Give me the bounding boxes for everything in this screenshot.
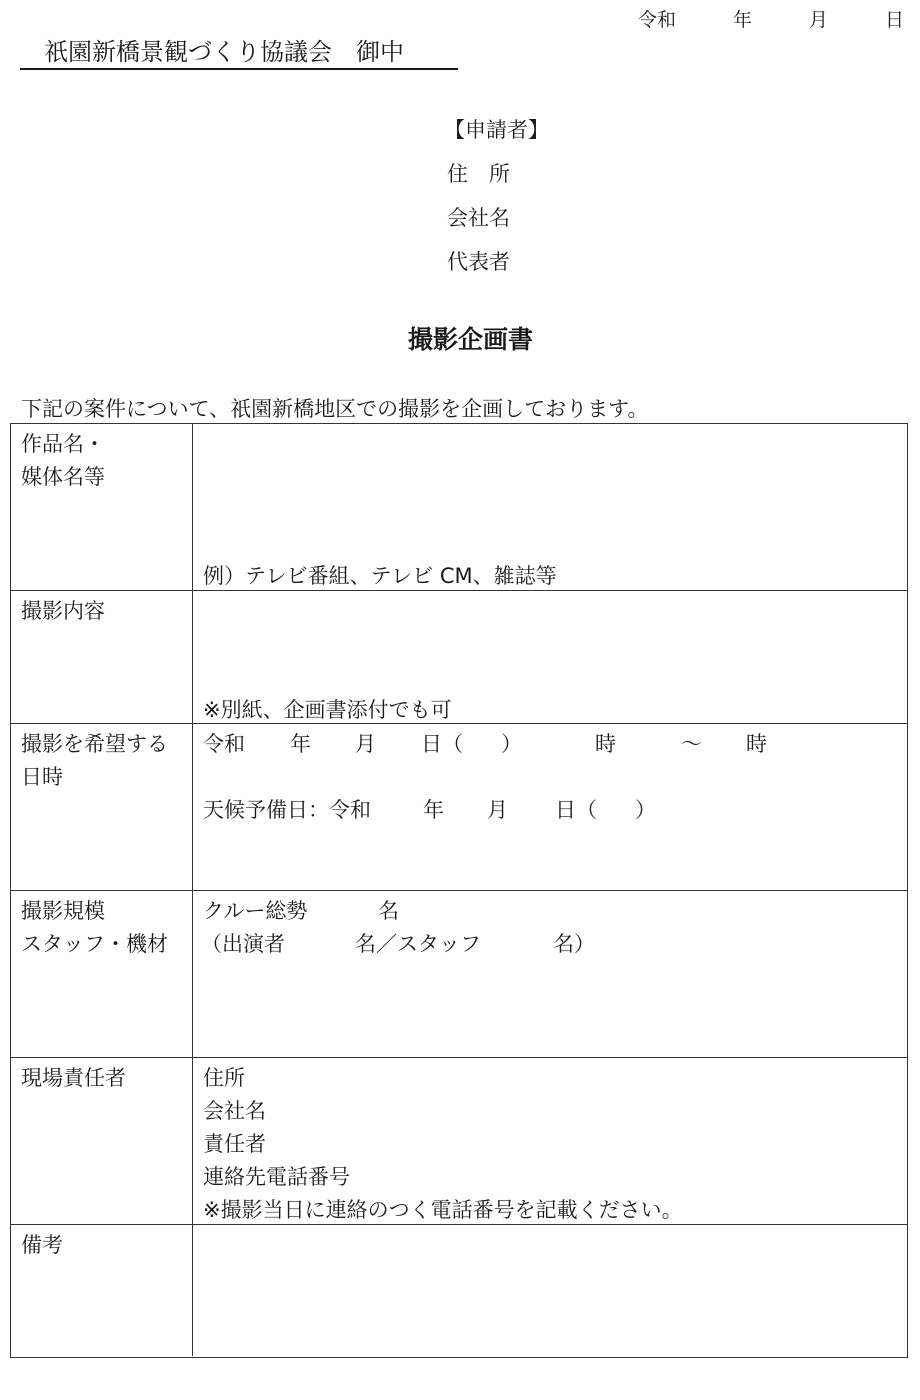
datetime-weekday-close: ） (501, 732, 522, 756)
row-datetime (11, 724, 907, 891)
crew-total-label: クルー総勢 (203, 899, 308, 923)
datetime-label-line1: 撮影を希望する (21, 732, 168, 756)
datetime-end-hour-label: 時 (746, 732, 767, 756)
date-day-label: 日 (885, 9, 905, 31)
work-name-example: 例）テレビ番組、テレビ CM、雑誌等 (203, 564, 557, 588)
remarks-label: 備考 (21, 1233, 63, 1257)
datetime-era: 令和 (203, 732, 245, 756)
row-work-name (11, 424, 907, 591)
backup-date-prefix: 天候予備日：令和 (203, 798, 371, 822)
crew-breakdown-cast: （出演者 (201, 932, 285, 956)
date-year-label: 年 (733, 9, 753, 31)
datetime-year-label: 年 (290, 732, 311, 756)
backup-date-weekday-close: ） (635, 798, 656, 822)
applicant-heading: 【申請者】 (444, 118, 549, 142)
datetime-day-label: 日（ (421, 732, 463, 756)
content-label: 撮影内容 (21, 599, 105, 623)
label-cell-remarks (11, 1225, 193, 1356)
work-name-input-area[interactable] (193, 424, 907, 590)
crew-breakdown-close: 名） (553, 932, 595, 956)
label-cell-work-name (11, 424, 193, 590)
site-manager-input-area[interactable] (193, 1058, 907, 1224)
remarks-input-area[interactable] (193, 1225, 907, 1356)
intro-text: 下記の案件について、祇園新橋地区での撮影を企画しております。 (21, 397, 649, 421)
datetime-input-area[interactable] (193, 724, 907, 890)
label-cell-content (11, 591, 193, 723)
label-cell-site-manager (11, 1058, 193, 1224)
backup-date-day-label: 日（ (555, 798, 597, 822)
proposal-form-table (10, 423, 908, 1358)
document-title: 撮影企画書 (408, 325, 534, 354)
row-site-manager (11, 1058, 907, 1225)
datetime-range-tilde: ～ (681, 732, 702, 756)
date-month-label: 月 (809, 9, 829, 31)
scale-label-line1: 撮影規模 (21, 899, 105, 923)
datetime-month-label: 月 (355, 732, 376, 756)
applicant-company-label: 会社名 (447, 206, 510, 230)
row-scale (11, 891, 907, 1058)
work-name-label-line1: 作品名・ (21, 432, 105, 456)
scale-input-area[interactable] (193, 891, 907, 1057)
content-input-area[interactable] (193, 591, 907, 723)
row-content (11, 591, 907, 724)
crew-breakdown-staff: 名／スタッフ (355, 932, 481, 956)
label-cell-scale (11, 891, 193, 1057)
scale-label-line2: スタッフ・機材 (21, 932, 168, 956)
applicant-representative-label: 代表者 (447, 250, 510, 274)
applicant-address-label: 住 所 (447, 162, 510, 186)
site-manager-label: 現場責任者 (21, 1066, 126, 1090)
datetime-label-line2: 日時 (21, 765, 63, 789)
addressee: 祇園新橋景観づくり協議会 御中 (44, 38, 404, 66)
manager-address-label: 住所 (203, 1066, 245, 1090)
label-cell-datetime (11, 724, 193, 890)
manager-phone-label: 連絡先電話番号 (203, 1165, 350, 1189)
datetime-start-hour-label: 時 (595, 732, 616, 756)
backup-date-month-label: 月 (487, 798, 508, 822)
addressee-underline (20, 68, 458, 70)
date-era: 令和 (638, 9, 677, 31)
manager-company-label: 会社名 (203, 1099, 266, 1123)
backup-date-year-label: 年 (423, 798, 444, 822)
manager-person-label: 責任者 (203, 1132, 266, 1156)
row-remarks (11, 1225, 907, 1356)
content-note: ※別紙、企画書添付でも可 (203, 698, 452, 722)
manager-phone-note: ※撮影当日に連絡のつく電話番号を記載ください。 (203, 1198, 683, 1222)
crew-total-unit: 名 (378, 899, 399, 923)
work-name-label-line2: 媒体名等 (21, 465, 105, 489)
